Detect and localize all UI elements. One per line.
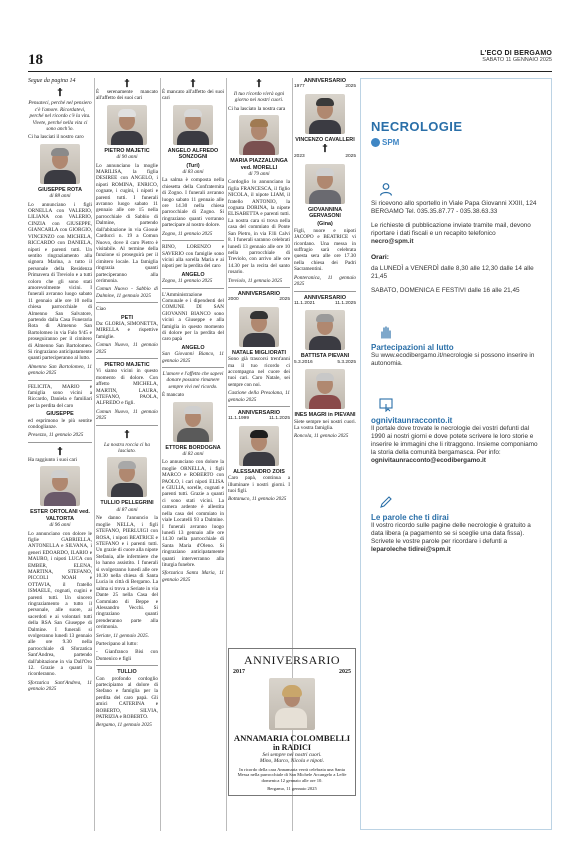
portrait-photo — [305, 94, 345, 134]
obituary-text: Lo annunciano la moglie MARILISA, la figlia DESIREE con ANGELO, i nipoti ROMINA, ENRICO, cognate, i cugini, i nipoti e parenti tutti. I funerali avranno luogo sabato 11 gennaio alle ore 15 nella parrocchiale di Sabbio di Dalmine, partendo dall'abitazione in via Giosuè Carducci n. 19 a Comun Nuovo, dove il caro Pietro è visitabile. Al termine della funzione si proseguirà per il cimitero locale. La famiglia ringrazia quanti parteciperanno alla cerimonia. — [96, 162, 158, 284]
place-date: San Giovanni Bianco, 11 gennaio 2025 — [162, 351, 224, 364]
anniversary-label: ANNIVERSARIO — [237, 290, 281, 297]
condolence-text: RINO, LORENZO e SAVERIO con famiglie sono vicini alla sorella Maria e ai nipoti per la perdita del caro — [162, 244, 224, 270]
separator — [162, 367, 224, 368]
weekend-hours: SABATO, DOMENICA E FESTIVI dalle 16 alle 21,45 — [371, 287, 520, 294]
cross-icon: † — [256, 78, 262, 89]
portrait-photo — [305, 164, 345, 204]
deceased-name: BATTISTA PIEVANI — [300, 353, 350, 360]
intro-note: Ha raggiunto i suoi cari — [28, 456, 77, 463]
intro-note: È mancato all'affetto dei suoi cari — [162, 89, 224, 102]
words-description-text: Il vostro ricordo sulle pagine delle necrologie è gratuito a data libera (a pagamento se si sceglie una data fissa). Scrivete le vostre parole per ricordare i defunti a — [371, 522, 531, 545]
anniversary-label: ANNIVERSARIO — [237, 410, 281, 416]
portrait-photo — [173, 105, 213, 145]
year-start: 11.1.1999 — [228, 416, 249, 422]
cross-icon: † — [57, 445, 63, 457]
condolence-text: Vi siamo vicini in questo momento di dolore. Con affetto MICHELA, MARTIN, LAURA, STEFANO, PAOLA, ALFREDO e figli. — [96, 368, 158, 407]
portrait-photo — [269, 678, 315, 730]
portrait-photo — [305, 369, 345, 409]
year-end: 2025 — [345, 154, 356, 160]
portal-link[interactable]: ognivitaunracconto.it — [371, 416, 453, 425]
deceased-name: ANGELO — [181, 344, 205, 351]
year-end: 2025 — [279, 297, 290, 303]
deceased-name: ANNAMARIA COLOMBELLI — [233, 733, 351, 743]
dedication-line: Sei sempre nei nostri cuori. — [262, 752, 322, 758]
year-end: 2025 — [339, 669, 351, 675]
anniversary-years — [294, 154, 356, 160]
separator — [162, 240, 224, 241]
place-date: Roncola, 11 gennaio 2025 — [294, 433, 349, 440]
column-divider — [94, 78, 95, 831]
condolence-text: Con profondo cordoglio partecipiamo al dolore di Stefano e famiglia per la perdita del caro papà. Gli amici CATERINA e ROBERTO, SILVIA, PATRIZIA e ROBERTO. — [96, 675, 158, 721]
obituary-text: Cordoglio lo annunciano la figlia FRANCESCA, il figlio NICOLA, il nipote LIAM, il fratello ANTONIO, la cognata DORINA, la nipote ELISABETTA e parenti tutti. La nostra cara si trova nella casa del commiato di Ponte San Pietro, in via F.lli Calvi 8. I funerali saranno celebrati lunedì 13 gennaio alle ore 10 nella parrocchiale di Treviolo, con arrivo alle ore 14.30 per la recita del santo rosario. — [228, 179, 290, 276]
deceased-age: di 83 anni — [182, 169, 204, 176]
deceased-name: ESTER ORTOLANI ved. VALTORTA — [30, 509, 90, 522]
words-email-link[interactable]: leparoleche tidirei@spm.it — [371, 546, 451, 553]
intro-note: È serenamente mancato all'affetto dei suoi cari — [96, 89, 158, 102]
place-date: Comun Nuovo, 11 gennaio 2025 — [96, 342, 158, 355]
cross-icon: † — [124, 78, 130, 89]
separator — [96, 425, 158, 426]
spm-logo-text: SPM — [382, 138, 400, 147]
deceased-name: MARIA PIAZZALUNGA ved. MORELLI — [230, 158, 288, 171]
cross-icon: † — [322, 143, 328, 155]
condolence-text: L'Amministrazione Comunale e i dipendenti del COMUNE DI SAN GIOVANNI BIANCO sono vicini a Giuseppe e alla famiglia in questo momento di dolore per la perdita del caro papà — [162, 291, 224, 343]
deceased-name: INES MAGRI in PIEVANI — [294, 412, 356, 419]
place-date: Comun Nuovo, 11 gennaio 2025 — [96, 408, 158, 422]
continued-note: Segue da pagina 14 — [28, 78, 76, 84]
anniversary-text: Siete sempre nei nostri cuori. La vostra famiglia. — [294, 418, 356, 431]
portal-description — [371, 425, 541, 465]
deceased-name: ETTORE BORDOGNA — [165, 444, 221, 451]
separator — [96, 302, 158, 303]
page-number: 18 — [28, 52, 43, 68]
anniversary-years — [233, 669, 351, 675]
dedication-line: Mino, Marco, Nicola e nipoti. — [259, 758, 325, 765]
obituary-column-5 — [294, 78, 356, 442]
deceased-name: ALESSANDRO ZOIS — [233, 468, 285, 475]
place-date: Bergamo, 11 gennaio 2025 — [96, 722, 152, 729]
words-description — [371, 522, 541, 554]
participation-note: Partecipano al lutto: — [96, 641, 138, 647]
spm-logo-icon — [371, 138, 380, 147]
portrait-photo — [40, 466, 80, 506]
column-divider — [160, 78, 161, 831]
anniversary-years — [228, 416, 290, 422]
deceased-age: di 90 anni — [116, 154, 138, 161]
deceased-nickname: (Turi) — [186, 162, 200, 169]
deceased-name: GIUSEPPE — [46, 411, 74, 418]
year-start: 1977 — [294, 84, 305, 90]
deceased-name: PIETRO MAJETIC — [104, 362, 150, 368]
separator — [228, 406, 290, 407]
necrologie-info-panel — [360, 78, 552, 830]
anniversary-text: Figli, nuore e nipoti JACOPO e BEATRICE vi ricordano. Una messa in suffragio sarà celebrata questa sera alle ore 17.30 nella chiesa dei Padri Sacramentini. — [294, 227, 356, 273]
newspaper-name: L'ECO DI BERGAMO — [480, 50, 552, 57]
anniversary-years — [294, 301, 356, 307]
separator — [294, 291, 356, 292]
obituary-column-4 — [228, 78, 290, 505]
obituary-text: Ne danno l'annuncio la moglie NELLA, i figli STEFANO, PIERLUIGI con ROSA, i nipoti BEATRICE e STEFANO e i parenti tutti. Un grazie di cuore alla nipote Stefania, alle infermiere che lo hanno assistito. I funerali si svolgeranno lunedì alle ore 10.30 nella chiesa di Santa Lucia in città di Bergamo. La salma si trova a Seriate in via Dante 25 nella Casa del Commiato di Beppe e Alessandro Vecchi. Si ringraziano quanti prenderanno parte alla cerimonia. — [96, 515, 158, 631]
obituary-text: La salma è composta nella chiesetta della Confraternita di Zogno. I funerali avranno luogo sabato 11 gennaio alle ore 14.30 nella chiesa parrocchiale di Zogno. Si ringraziano quanti vorranno partecipare al nostro dolore. — [162, 177, 224, 229]
featured-anniversary — [228, 648, 356, 796]
anniversary-title: ANNIVERSARIO — [244, 653, 340, 667]
words-heading: Le parole che ti dirai — [371, 513, 449, 522]
place-date: Almenno San Bartolomeo, 11 gennaio 2025 — [28, 363, 92, 377]
anniversary-years — [294, 84, 356, 90]
place-date: Sforzatica Santa Maria, 11 gennaio 2025 — [162, 570, 224, 583]
deceased-married-name: in RADICI — [272, 743, 311, 752]
deceased-name: TULLIO PELLEGRINI — [100, 500, 154, 507]
deceased-name: PETI — [121, 314, 133, 321]
deceased-name: VINCENZO CAVALLERI — [295, 136, 355, 143]
place-date: Treviolo, 11 gennaio 2025 — [228, 277, 283, 284]
deceased-name: NATALE MIGLIORATI — [232, 349, 286, 356]
email-instructions — [371, 222, 541, 246]
email-instructions-text: Le richieste di pubblicazione inviate tramite mail, devono riportare i dati fiscali e un recapito telefonico — [371, 222, 531, 237]
obituary-text: Lo annunciano i figli ORNELLA con VALERIO, LILIANA con VALERIO, CINZIA con GIUSEPPE, GIANCARLA con GIORGIO, VINCENZO con MICHELA, RICCARDO con DANIELA, nipoti e parenti tutti. Un sentito ringraziamento alla signora Marina, a tutto il personale della Residenza Primavera di Treviolo e a tutti coloro che gli sono stati amorevolmente vicini. I funerali avranno luogo sabato 11 gennaio alle ore 10 nella chiesa parrocchiale di Almenno San Salvatore, partendo dalla Casa Funeraria Rota di Almenno San Bartolomeo in via Falo 9/45 e proseguiranno per il cimitero di Almenno San Bartolomeo. Si ringraziano anticipatamente quanti parteciperanno al lutto. — [28, 201, 92, 362]
obituary-text: Lo annunciano con dolore le figlie GABRIELLA, ANTONELLA e SILVANA, i generi EDOARDO, ILARIO e MAURO, i nipoti LUCA con EMBER, ELENA, MARTINA, STEFANO, PICCOLI NOAH e OTTAVIA, il fratello ISMAELE, cognati, cugini e parenti tutti. Un sincero ringraziamento a tutto il personale, alle suore, ai sacerdoti e ai volontari tutti della RSA San Giuseppe di Dalmine. I funerali si svolgeranno lunedì 13 gennaio alle ore 9.30 nella parrocchiale di Sforzatica Sant'Andrea, partendo dall'abitazione in via Dall'Oro 12. Grazie a quanti la ricorderanno. — [28, 530, 92, 678]
year-end: 5.3.2025 — [337, 359, 356, 365]
portal-description-text: Il portale dove trovate le necrologie dei vostri defunti dal 1990 ai nostri giorni e dove potete scrivere le loro storie e inserire le immagini che li ritraggono. Insieme componiamo la storia della comunità bergamasca. Per info: — [371, 425, 538, 456]
verse: Il tuo ricordo vivrà ogni giorno nei nostri cuori. — [233, 91, 285, 104]
deceased-age: di 88 anni — [49, 193, 71, 200]
anniversary-text: Sono già trascorsi trent'anni ma il tuo ricordo ci accompagna nel cuore dei tuoi cari. Caro Natale, sei sempre con noi. — [228, 356, 290, 388]
portrait-photo — [305, 310, 345, 350]
deceased-name: TULLIO — [117, 669, 137, 676]
place-date: Zogno, 11 gennaio 2025 — [162, 278, 213, 285]
pen-icon — [379, 495, 393, 509]
greeting: Ciao — [96, 306, 106, 313]
anniversary-years — [294, 360, 356, 366]
issue-date: SABATO 11 GENNAIO 2025 — [482, 57, 552, 63]
cross-icon: † — [57, 87, 63, 99]
pointer-icon — [379, 398, 393, 412]
portrait-photo — [173, 402, 213, 442]
separator — [96, 665, 158, 666]
deceased-name: PIETRO MAJETIC — [104, 147, 150, 154]
deceased-name: GIUSEPPE ROTA — [38, 186, 82, 193]
condolence-text: Da: GLORIA, SIMONETTA, MIRELLA e rispettive famiglie. — [96, 320, 158, 340]
portrait-photo — [239, 115, 279, 155]
year-end: 11.1.2025 — [269, 416, 290, 422]
spm-logo — [371, 138, 399, 147]
condolence-text: FELICITA, MARIO e famiglia sono vicini a Riccardo, Daniela e familiari per la perdita del caro — [28, 383, 92, 409]
verse: L'amore e l'affetto che sapevi donare possano rimanere sempre vivi nel ricordo. — [162, 371, 224, 390]
place-date: Seriate, 11 gennaio 2025. — [96, 632, 150, 639]
place-date: Zogno, 11 gennaio 2025 — [162, 230, 213, 237]
anniversary-label: ANNIVERSARIO — [303, 294, 347, 301]
obituary-column-2 — [96, 78, 158, 731]
separator — [96, 358, 158, 359]
year-end: 11.1.2025 — [335, 300, 356, 306]
anniversary-years — [228, 297, 290, 303]
intro-note: È mancato — [162, 392, 185, 399]
participations-heading: Partecipazioni al lutto — [371, 343, 454, 352]
intro-note: Ci ha lasciati il nostro caro — [28, 134, 84, 141]
deceased-name: ANGELO — [181, 271, 205, 278]
portrait-photo — [107, 457, 147, 497]
weekday-hours: da LUNEDÌ a VENERDÌ dalle 8,30 alle 12,30 dalle 14 alle 21,45 — [371, 265, 534, 280]
deceased-name: GIOVANNINA GERVASONI — [307, 206, 343, 220]
obituary-text: Lo annunciano con dolore la moglie ORNELLA, i figli MARCO e ROBERTO con PAOLO, i cari nipoti ELISA e GIULIA, sorelle, cognati e parenti tutti. Grazie a quanti ci sono stati vicini. La camera ardente è allestita nella casa del commiato in viale Locatelli 93 a Dalmine. I funerali avranno luogo lunedì 13 gennaio alle ore 14.30 nella parrocchiale di Santa Maria d'Oleno. Si ringraziano anticipatamente quanti interverranno alla liturgia funebre. — [162, 459, 224, 568]
participation-text: - Gianfranco Bisi con Domenico e figli — [96, 649, 158, 662]
anniversary-label: ANNIVERSARIO — [303, 78, 347, 84]
cross-icon: † — [190, 78, 196, 89]
portrait-photo — [239, 307, 279, 347]
portrait-photo — [239, 426, 279, 466]
deceased-age: di 79 anni — [248, 171, 270, 178]
verse: Pensateci, perché nel pensiero c'è l'amore. Ricordatevi, perché nel ricordo c'è la vita. Vivete, perché nella vita ci sono anch'io. — [28, 100, 92, 133]
anniversary-text: Caro papà, continua a illuminare i nostri giorni. I tuoi figli. — [228, 475, 290, 495]
year-start: 2023 — [294, 154, 305, 160]
portal-email-link[interactable]: ognivitaunracconto@ecodibergamo.it — [371, 457, 486, 464]
obituary-column-3 — [162, 78, 224, 585]
participations-text[interactable]: Su www.ecodibergamo.it/necrologie si possono inserire in autonomia. — [371, 352, 535, 367]
deceased-name: ANGELO ALFREDO SONZOGNI — [167, 147, 219, 161]
place-date: Bottanuco, 11 gennaio 2025 — [228, 496, 287, 503]
year-end: 2025 — [345, 84, 356, 90]
deceased-age: di 87 anni — [116, 506, 138, 513]
place-date: Comun Nuovo - Sabbio di Dalmine, 11 gennaio 2025 — [96, 286, 158, 299]
separator — [28, 442, 92, 443]
necro-email-link[interactable]: necro@spm.it — [371, 238, 414, 245]
office-address: Si ricevono allo sportello in Viale Papa Giovanni XXIII, 124 BERGAMO Tel. 035.35.87.77 - 035.38.63.33 — [371, 200, 537, 215]
hours-label: Orari: — [371, 254, 389, 261]
masthead — [480, 50, 552, 63]
deceased-nickname: (Gina) — [317, 221, 333, 228]
place-date: Castione della Presolana, 11 gennaio 2025 — [228, 390, 290, 403]
top-rule — [28, 71, 552, 72]
condolence-text: ed esprimono le più sentite condoglianze. — [28, 417, 92, 431]
deceased-age: di 82 anni — [182, 451, 204, 458]
place-date: Sforzatica Sant'Andrea, 11 gennaio 2025 — [28, 679, 92, 693]
intro-note: Ci ha lasciato la nostra cara — [228, 105, 286, 112]
year-start: 2000 — [228, 297, 239, 303]
mass-notice: In ricordo della cara Annamaria verrà celebrata una Santa Messa nella parrocchiale di San Michele Arcangelo a Leffe domenica 12 gennaio alle ore 10. — [237, 766, 347, 783]
separator — [28, 380, 92, 381]
portrait-photo — [40, 144, 80, 184]
deceased-age: di 96 anni — [49, 522, 71, 529]
cross-icon: † — [124, 428, 130, 440]
place-date: Presezzo, 11 gennaio 2025 — [28, 432, 84, 439]
place-date: Bergamo, 11 gennaio 2025 — [267, 785, 317, 791]
person-icon — [379, 182, 393, 196]
year-start: 2017 — [233, 669, 245, 675]
separator — [228, 287, 290, 288]
obituary-column-1 — [28, 78, 92, 695]
verse: La nostra roccia ci ha lasciato. — [104, 441, 150, 455]
section-title: NECROLOGIE — [371, 119, 463, 134]
year-start: 11.1.2021 — [294, 300, 315, 306]
column-divider — [226, 78, 227, 831]
year-start: 5.3.2016 — [294, 359, 313, 365]
portrait-photo — [107, 105, 147, 145]
separator — [162, 288, 224, 289]
hand-icon — [379, 325, 393, 339]
place-date: Ponteranica, 11 gennaio 2025 — [294, 274, 356, 288]
